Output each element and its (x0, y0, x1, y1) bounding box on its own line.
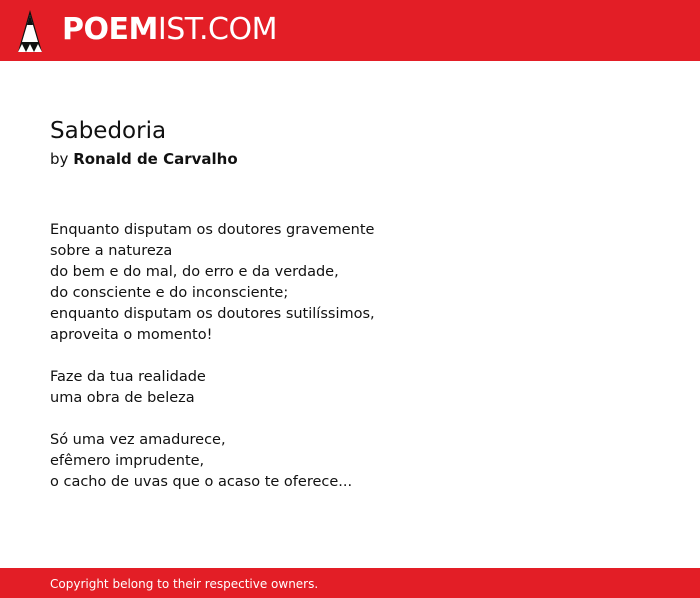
poem-line: do consciente e do inconsciente; (50, 285, 289, 301)
byline-prefix: by (50, 150, 69, 168)
site-header (0, 0, 700, 61)
stanza-3 (50, 430, 650, 493)
stanza-1 (50, 220, 650, 346)
copyright-notice: Copyright belong to their respective owners. (50, 577, 319, 591)
poem-line: sobre a natureza (50, 243, 173, 259)
poem-line: aproveita o momento! (50, 327, 213, 343)
poem-line: efêmero imprudente, (50, 453, 205, 469)
site-logo-link[interactable] (62, 12, 277, 48)
logo-text-bold: POEM (62, 12, 158, 47)
poem-line: Enquanto disputam os doutores gravemente (50, 222, 375, 238)
logo-text-light: IST.COM (157, 12, 277, 47)
poem-body (50, 220, 650, 493)
poem-container (50, 116, 650, 514)
pencil-icon[interactable] (18, 10, 42, 52)
poem-line: Só uma vez amadurece, (50, 432, 226, 448)
poem-line: o cacho de uvas que o acaso te oferece... (50, 474, 353, 490)
site-footer (0, 568, 700, 598)
author-name: Ronald de Carvalho (73, 150, 238, 168)
poem-title: Sabedoria (50, 118, 167, 144)
poem-line: Faze da tua realidade (50, 369, 206, 385)
poem-line: uma obra de beleza (50, 390, 195, 406)
poem-line: enquanto disputam os doutores sutilíssimos, (50, 306, 375, 322)
poem-line: do bem e do mal, do erro e da verdade, (50, 264, 339, 280)
stanza-2 (50, 367, 650, 409)
byline (50, 148, 650, 170)
